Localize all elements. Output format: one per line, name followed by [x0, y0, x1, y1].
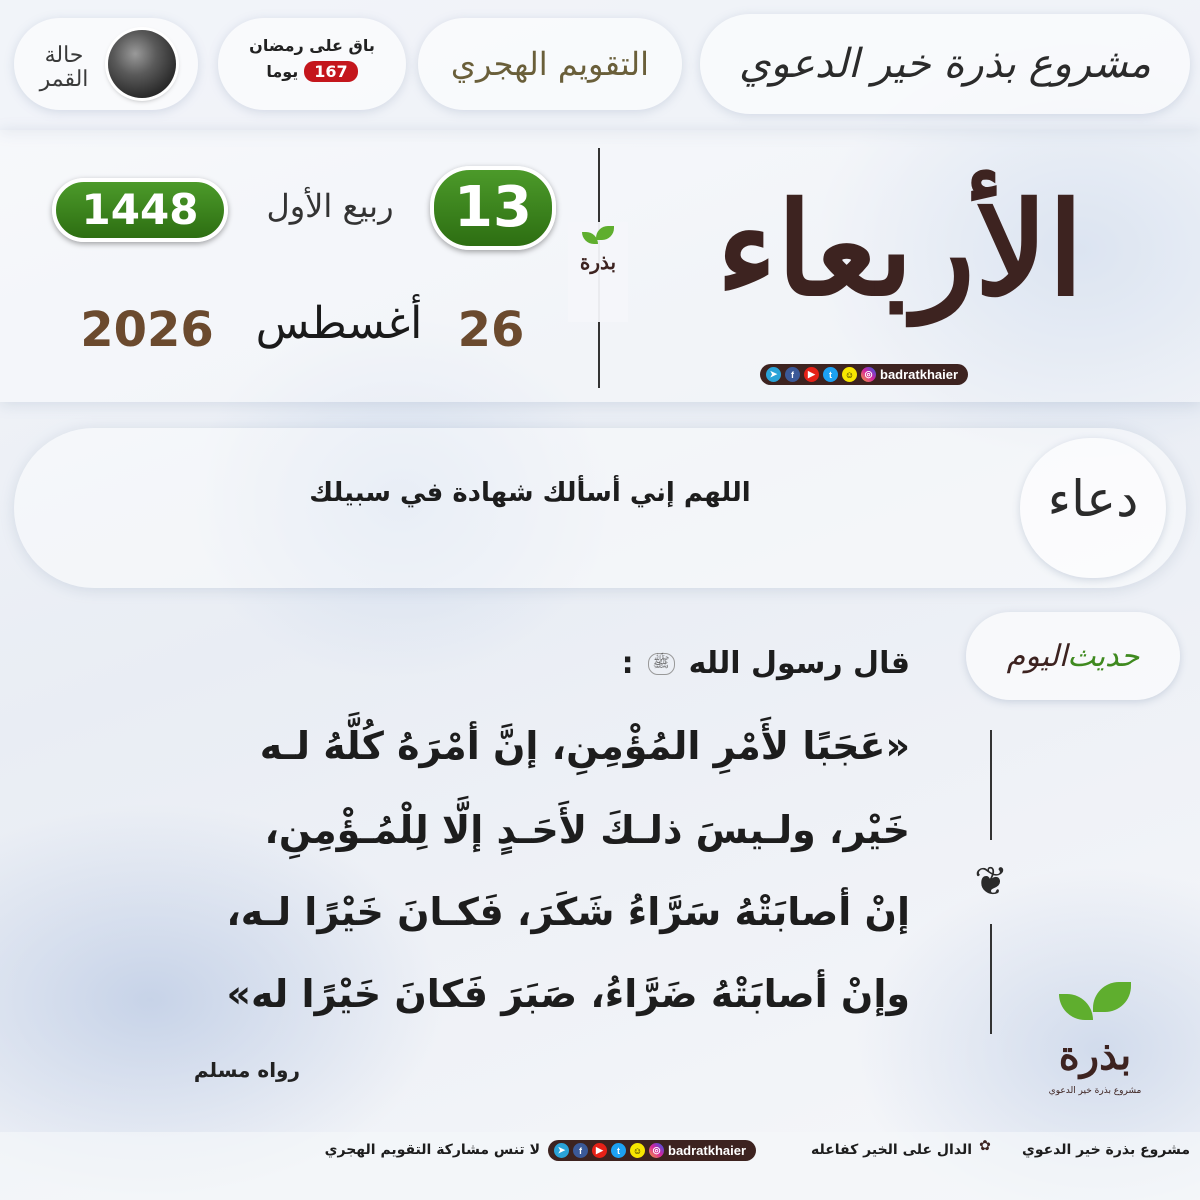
ramadan-unit: يوما: [266, 62, 299, 81]
ornament-divider-top: [990, 730, 992, 840]
greg-year: 2026: [80, 302, 214, 358]
dua-label: دعاء: [1047, 470, 1139, 528]
hadith-intro-text: قال رسول الله: [688, 646, 910, 681]
project-title-pill: [700, 14, 1190, 114]
dua-text: اللهم إني أسألك شهادة في سبيلك: [309, 478, 751, 508]
ramadan-label: باق على رمضان: [249, 36, 375, 55]
footer-slogan: الدال على الخير كفاعله: [811, 1142, 972, 1158]
ramadan-countdown: [218, 18, 406, 110]
salawat-icon: ﷺ: [648, 653, 675, 675]
social-handle-bottom[interactable]: badratkhaier: [668, 1143, 747, 1158]
weekday-title: الأربعاء: [716, 175, 1084, 325]
instagram-icon[interactable]: ◎: [861, 367, 876, 382]
instagram-icon[interactable]: ◎: [649, 1143, 664, 1158]
social-handle-top[interactable]: badratkhaier: [880, 367, 959, 382]
hadith-line-1: «عَجَبًا لأَمْرِ المُؤْمِنِ، إنَّ أمْرَهُ كُلَّهُ لـه: [259, 724, 910, 768]
hadith-source: رواه مسلم: [193, 1058, 300, 1082]
moon-label: حالة القمر: [39, 43, 89, 92]
snapchat-icon[interactable]: ☺: [842, 367, 857, 382]
youtube-icon[interactable]: ▶: [592, 1143, 607, 1158]
footer-share-note: لا تنس مشاركة التقويم الهجري: [324, 1142, 540, 1158]
footer-project: مشروع بذرة خير الدعوي: [1021, 1142, 1190, 1158]
calendar-title-pill: [418, 18, 682, 110]
ornament-divider-bottom: [990, 924, 992, 1034]
moon-icon: [108, 30, 176, 98]
hadith-label-1: حديث: [1067, 638, 1140, 674]
hadith-line-3: إنْ أصابَتْهُ سَرَّاءُ شَكَرَ، فَكـانَ خَيْرًا لـه،: [226, 890, 910, 934]
social-bar-top: [760, 364, 968, 385]
hadith-label-2: اليوم: [1006, 638, 1068, 674]
telegram-icon[interactable]: ➤: [766, 367, 781, 382]
telegram-icon[interactable]: ➤: [554, 1143, 569, 1158]
hijri-month: ربيع الأول: [266, 187, 394, 225]
dua-panel: [14, 428, 1186, 588]
logo-small-name: بذرة: [579, 250, 617, 274]
logo-large: [1040, 980, 1150, 1130]
logo-large-subtitle: مشروع بذرة خير الدعوي: [1048, 1086, 1142, 1096]
twitter-icon[interactable]: t: [611, 1143, 626, 1158]
project-title: مشروع بذرة خير الدعوي: [739, 41, 1151, 87]
greg-day: 26: [457, 302, 525, 358]
youtube-icon[interactable]: ▶: [804, 367, 819, 382]
hijri-day: 13: [430, 166, 556, 250]
social-bar-bottom: [548, 1140, 756, 1161]
snapchat-icon[interactable]: ☺: [630, 1143, 645, 1158]
leaf-large-icon: [1055, 980, 1135, 1026]
facebook-icon[interactable]: f: [573, 1143, 588, 1158]
hadith-intro-colon: :: [621, 646, 634, 681]
footer-logo-icon: ✿: [979, 1138, 991, 1154]
facebook-icon[interactable]: f: [785, 367, 800, 382]
ramadan-days-badge: 167: [304, 61, 357, 82]
hadith-label-pill: [966, 612, 1180, 700]
hadith-line-2: خَيْر، ولـيسَ ذلـكَ لأَحَـدٍ إلَّا لِلْمُـؤْمِنِ،: [264, 808, 910, 852]
ornament-icon: ❦: [974, 859, 1008, 905]
hadith-intro: [560, 646, 910, 681]
logo-large-name: بذرة: [1058, 1032, 1132, 1079]
twitter-icon[interactable]: t: [823, 367, 838, 382]
hijri-year: 1448: [52, 178, 228, 242]
greg-month: أغسطس: [255, 298, 423, 349]
calendar-title: التقويم الهجري: [450, 45, 650, 83]
hadith-line-4: وإنْ أصابَتْهُ ضَرَّاءُ، صَبَرَ فَكانَ خَيْرًا له»: [226, 972, 910, 1016]
leaf-icon: [580, 226, 616, 250]
logo-small: [568, 222, 628, 322]
